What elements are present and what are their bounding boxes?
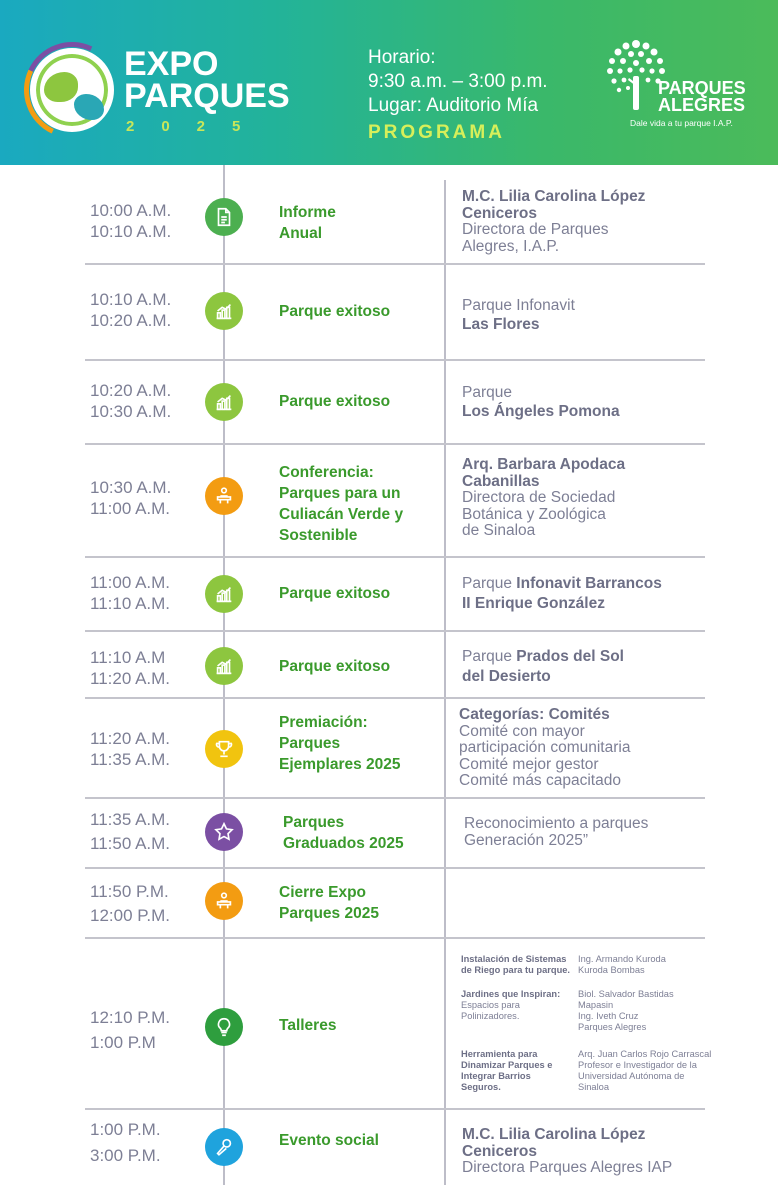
event-detail: Parque Infonavit Las Flores (462, 297, 575, 333)
taller-speaker: Ing. Armando Kuroda Kuroda Bombas (578, 954, 666, 975)
event-title: Cierre Expo Parques 2025 (279, 884, 379, 922)
programa-heading: PROGRAMA (368, 122, 505, 143)
horario-value: 9:30 a.m. – 3:00 p.m. (368, 71, 548, 92)
event-title: Parque exitoso (279, 658, 391, 675)
expo-year: 2025 (126, 118, 268, 135)
schedule-row-parque-exitoso (85, 631, 705, 698)
document-icon (205, 198, 243, 236)
event-info (368, 46, 548, 118)
event-detail: Parque Los Ángeles Pomona (462, 384, 620, 420)
event-title: Evento social (279, 1132, 379, 1149)
time-range: 10:00 A.M. 10:10 A.M. (90, 201, 172, 241)
schedule-row-evento-social (85, 1109, 705, 1185)
globe-logo-icon (30, 48, 114, 132)
time-range: 10:30 A.M. 11:00 A.M. (90, 478, 172, 518)
event-detail: M.C. Lilia Carolina López Ceniceros Directora de Parques Alegres, I.A.P. (462, 188, 646, 255)
event-title: Parque exitoso (279, 393, 391, 410)
taller-title: Herramienta para Dinamizar Parques e Integrar Barrios Seguros. (461, 1049, 553, 1092)
time-range: 10:20 A.M. 10:30 A.M. (90, 381, 172, 421)
time-range: 11:20 A.M. 11:35 A.M. (90, 729, 171, 769)
presenter-icon (205, 882, 243, 920)
trophy-icon (205, 730, 243, 768)
schedule-row-parque-exitoso (85, 557, 705, 631)
event-detail: Categorías: Comités Comité con mayor participación comunitaria Comité mejor gestor Comité más capacitado (459, 706, 631, 789)
schedule-row-graduados (85, 798, 705, 868)
star-icon (205, 813, 243, 851)
time-range: 11:35 A.M. 11:50 A.M. (90, 810, 171, 853)
event-title: Informe Anual (279, 204, 336, 242)
logo-tagline: Dale vida a tu parque I.A.P. (630, 118, 733, 128)
lightbulb-icon (205, 1008, 243, 1046)
parques-alegres-logo (600, 36, 750, 136)
event-title: Parques Graduados 2025 (283, 814, 404, 852)
event-detail: Arq. Barbara Apodaca Cabanillas Directora de Sociedad Botánica y Zoológica de Sinaloa (462, 456, 626, 539)
event-detail: Parque Infonavit Barrancos II Enrique González (462, 575, 662, 612)
lugar-value: Lugar: Auditorio Mía (368, 95, 539, 116)
schedule-row-parque-exitoso (85, 360, 705, 444)
time-range: 12:10 P.M. 1:00 P.M (90, 1008, 171, 1052)
growth-chart-icon (205, 383, 243, 421)
expo-parques-title: EXPO PARQUES (124, 45, 290, 115)
taller-speaker: Biol. Salvador Bastidas Mapasin Ing. Iveth Cruz Parques Alegres (578, 989, 674, 1032)
event-detail: M.C. Lilia Carolina López Ceniceros Directora Parques Alegres IAP (462, 1126, 673, 1176)
growth-chart-icon (205, 292, 243, 330)
event-title: Parque exitoso (279, 585, 391, 602)
header-banner (0, 0, 778, 165)
time-range: 11:00 A.M. 11:10 A.M. (90, 573, 171, 613)
schedule-row-premiacion (85, 698, 705, 798)
event-title: Talleres (279, 1017, 337, 1034)
growth-chart-icon (205, 647, 243, 685)
schedule-row-parque-exitoso (85, 264, 705, 360)
event-detail: Parque Prados del Sol del Desierto (462, 648, 624, 685)
taller-title: Jardines que Inspiran: Espacios para Polinizadores. (461, 989, 561, 1021)
time-range: 11:50 P.M. 12:00 P.M. (90, 882, 171, 925)
schedule-row-cierre (85, 868, 705, 938)
parques-alegres-name: PARQUES ALEGRES (658, 78, 746, 115)
event-detail: Reconocimiento a parques Generación 2025” (464, 815, 649, 849)
microphone-icon (205, 1128, 243, 1166)
time-range: 1:00 P.M. 3:00 P.M. (90, 1120, 161, 1165)
taller-title: Instalación de Sistemas de Riego para tu parque. (461, 954, 570, 975)
taller-speaker: Arq. Juan Carlos Rojo Carrascal Profesor e Investigador de la Universidad Autónoma de Sinaloa (578, 1049, 712, 1092)
event-title: Parque exitoso (279, 303, 391, 320)
event-title: Premiación: Parques Ejemplares 2025 (279, 714, 401, 773)
schedule-row-conferencia (85, 444, 705, 557)
growth-chart-icon (205, 575, 243, 613)
presenter-icon (205, 477, 243, 515)
time-range: 11:10 A.M 11:20 A.M. (90, 648, 171, 688)
event-title: Conferencia: Parques para un Culiacán Verde y Sostenible (279, 464, 404, 544)
schedule-row-informe (85, 180, 705, 264)
horario-label: Horario: (368, 47, 436, 68)
time-range: 10:10 A.M. 10:20 A.M. (90, 290, 172, 330)
